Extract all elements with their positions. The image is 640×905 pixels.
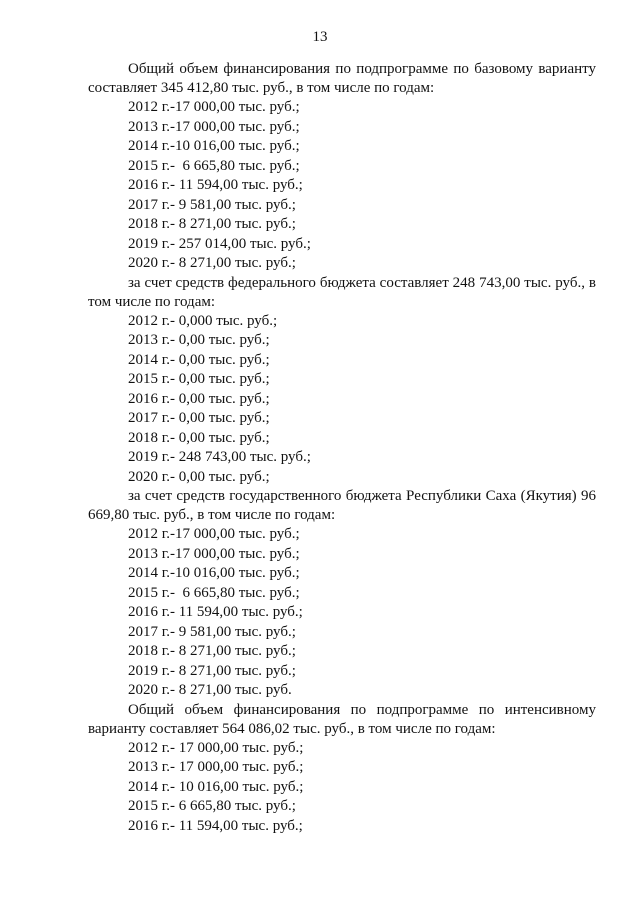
year-line: 2014 г.- 10 016,00 тыс. руб.; — [128, 778, 304, 795]
year-line: 2014 г.-10 016,00 тыс. руб.; — [128, 138, 300, 154]
year-line: 2020 г.- 8 271,00 тыс. руб.; — [128, 255, 296, 271]
section-base-years — [88, 98, 596, 274]
year-line: 2014 г.-10 016,00 тыс. руб.; — [128, 565, 300, 581]
year-line: 2016 г.- 0,00 тыс. руб.; — [128, 390, 270, 407]
year-line: 2019 г.- 248 743,00 тыс. руб.; — [128, 449, 311, 465]
year-line: 2012 г.- 17 000,00 тыс. руб.; — [128, 739, 304, 756]
year-line: 2018 г.- 0,00 тыс. руб.; — [128, 429, 270, 446]
year-line: 2015 г.- 6 665,80 тыс. руб.; — [128, 798, 296, 814]
year-line: 2020 г.- 0,00 тыс. руб.; — [128, 468, 270, 485]
year-line: 2015 г.- 6 665,80 тыс. руб.; — [128, 157, 300, 174]
year-line: 2015 г.- 0,00 тыс. руб.; — [128, 371, 270, 387]
document-body — [88, 60, 596, 836]
section-intensive-intro: Общий объем финансирования по подпрограмме по интенсивному варианту составляет 564 086,02 тыс. руб., в том числе по годам: — [88, 701, 596, 737]
year-line: 2015 г.- 6 665,80 тыс. руб.; — [128, 584, 300, 601]
year-line: 2016 г.- 11 594,00 тыс. руб.; — [128, 817, 303, 834]
section-regional-years — [88, 525, 596, 701]
year-line: 2019 г.- 257 014,00 тыс. руб.; — [128, 235, 311, 252]
section-federal-years — [88, 312, 596, 488]
year-line: 2012 г.-17 000,00 тыс. руб.; — [128, 99, 300, 115]
year-line: 2017 г.- 9 581,00 тыс. руб.; — [128, 623, 296, 640]
year-line: 2012 г.-17 000,00 тыс. руб.; — [128, 526, 300, 542]
page-number: 13 — [312, 29, 328, 45]
section-regional-intro: за счет средств государственного бюджета Республики Саха (Якутия) 96 669,80 тыс. руб., в том числе по годам: — [88, 488, 596, 523]
year-line: 2013 г.-17 000,00 тыс. руб.; — [128, 118, 300, 135]
year-line: 2020 г.- 8 271,00 тыс. руб. — [128, 682, 292, 698]
year-line: 2017 г.- 0,00 тыс. руб.; — [128, 410, 270, 426]
year-line: 2016 г.- 11 594,00 тыс. руб.; — [128, 604, 303, 620]
section-intensive-years — [88, 739, 596, 837]
year-line: 2018 г.- 8 271,00 тыс. руб.; — [128, 643, 296, 659]
year-line: 2012 г.- 0,000 тыс. руб.; — [128, 312, 278, 329]
section-federal-intro: за счет средств федерального бюджета составляет 248 743,00 тыс. руб., в том числе по годам: — [88, 274, 596, 310]
year-line: 2013 г.- 0,00 тыс. руб.; — [128, 332, 270, 348]
year-line: 2013 г.-17 000,00 тыс. руб.; — [128, 545, 300, 562]
year-line: 2014 г.- 0,00 тыс. руб.; — [128, 351, 270, 368]
year-line: 2017 г.- 9 581,00 тыс. руб.; — [128, 196, 296, 213]
section-base-intro: Общий объем финансирования по подпрограмме по базовому варианту составляет 345 412,80 тыс. руб., в том числе по годам: — [88, 61, 596, 96]
year-line: 2018 г.- 8 271,00 тыс. руб.; — [128, 216, 296, 232]
year-line: 2013 г.- 17 000,00 тыс. руб.; — [128, 759, 304, 775]
year-line: 2016 г.- 11 594,00 тыс. руб.; — [128, 177, 303, 193]
year-line: 2019 г.- 8 271,00 тыс. руб.; — [128, 662, 296, 679]
